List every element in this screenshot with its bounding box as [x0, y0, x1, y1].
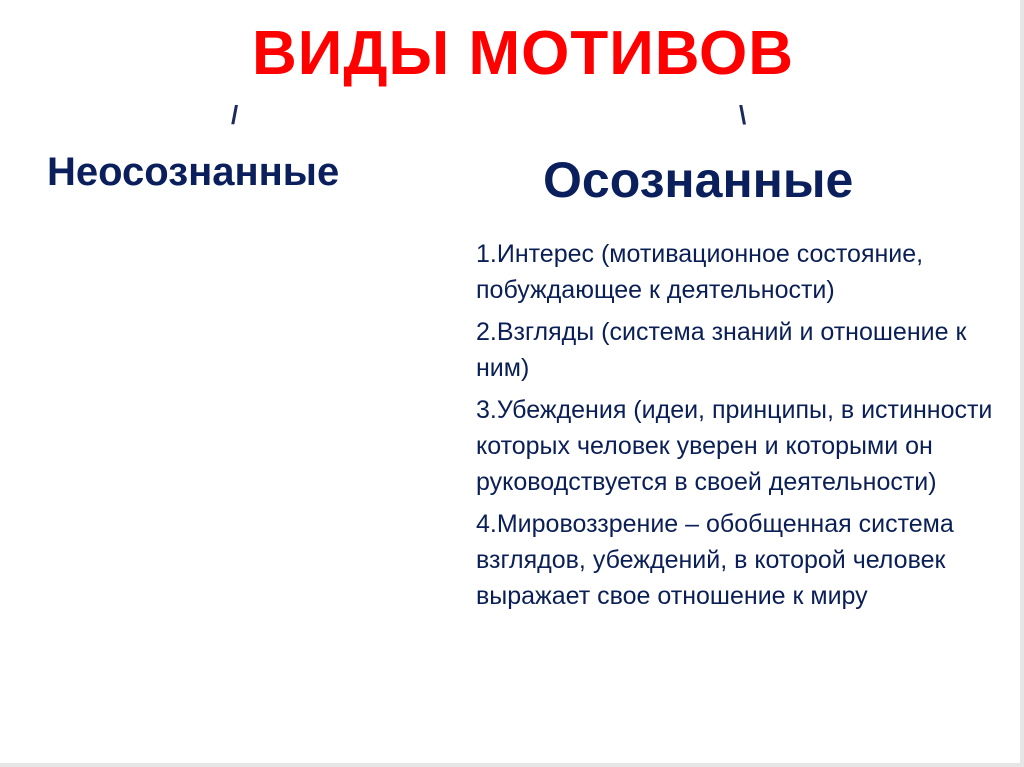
slide-edge-right: [1020, 0, 1024, 767]
conscious-heading: Осознанные: [543, 152, 854, 208]
conscious-motives-list: [476, 236, 1016, 620]
list-item-beliefs: 3.Убеждения (идеи, принципы, в истинности которых человек уверен и которыми он руководствуется в своей деятельности): [476, 396, 993, 496]
slide-title: ВИДЫ МОТИВОВ: [252, 19, 794, 88]
branch-left-symbol: /: [231, 100, 239, 130]
list-item-views: 2.Взгляды (система знаний и отношение к ним): [476, 318, 967, 382]
branch-right-symbol: \: [739, 100, 747, 130]
list-item-worldview: 4.Мировоззрение – обобщенная система взглядов, убеждений, в которой человек выражает свое отношение к миру: [476, 510, 954, 610]
list-item-interest: 1.Интерес (мотивационное состояние, побуждающее к деятельности): [476, 240, 924, 304]
unconscious-heading: Неосознанные: [47, 150, 340, 194]
slide-edge-bottom: [0, 763, 1024, 767]
